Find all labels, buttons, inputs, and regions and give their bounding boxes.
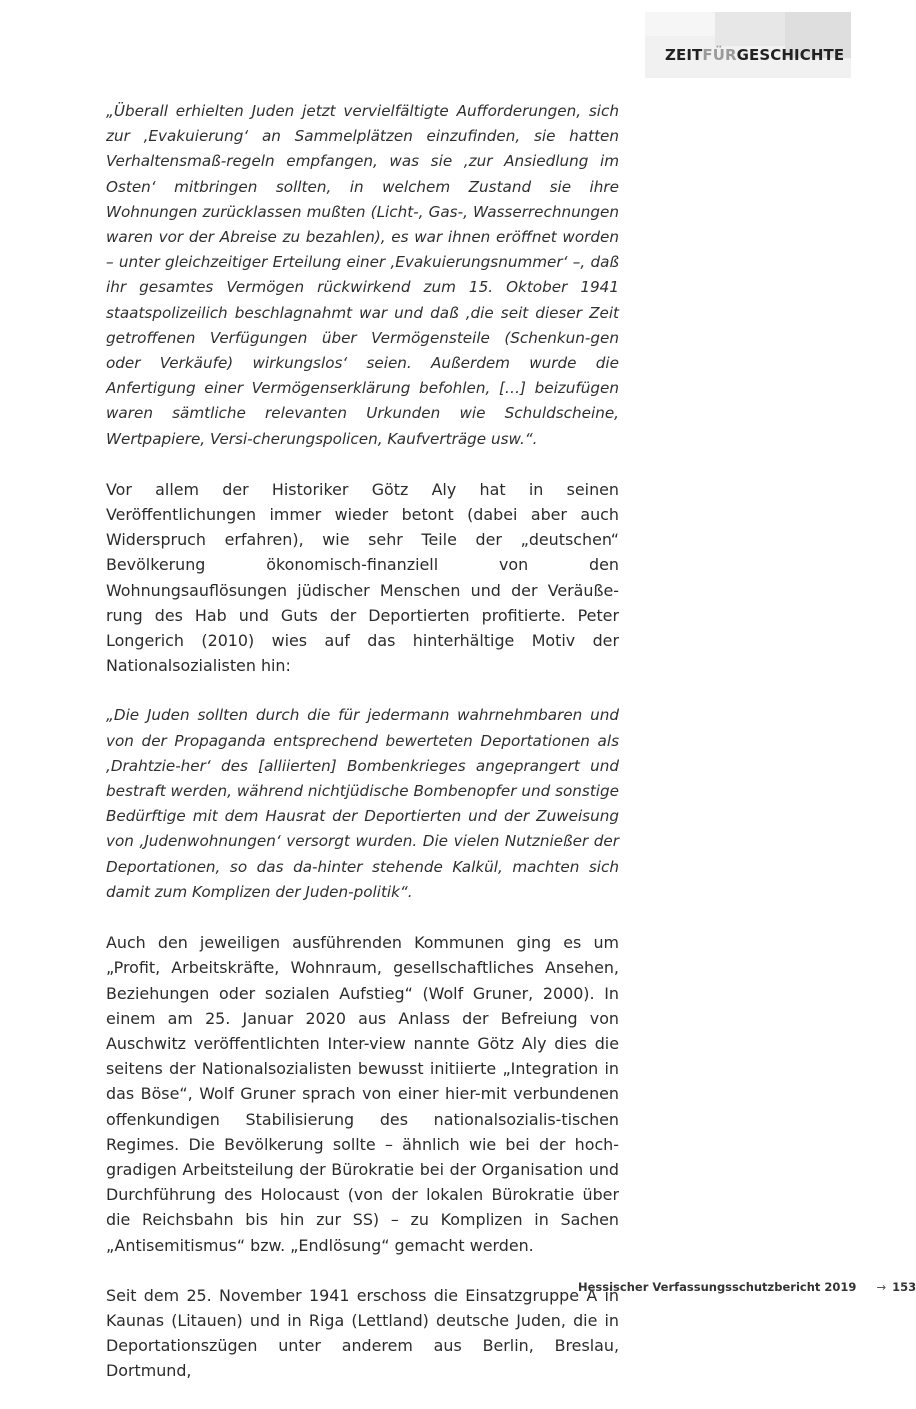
section-title-part2: FÜR xyxy=(702,46,737,64)
page-footer xyxy=(578,1280,916,1294)
block-quote-2: „Die Juden sollten durch die für jedermann wahrnehmbaren und von der Propaganda entsprechend bewerteten Deportationen als ‚Drahtzie-her‘ des [alliierten] Bombenkrieges angeprangert und bestraft werden, während nichtjüdische Bombenopfer und sonstige Bedürftige mit dem Hausrat der Deportierten und der Zuweisung von ‚Judenwohnungen‘ versorgt wurden. Die vielen Nutznießer der Deportationen, so das da-hinter stehende Kalkül, machten sich damit zum Komplizen der Juden-politik“. xyxy=(106,706,619,901)
section-title-part3: GESCHICHTE xyxy=(736,46,845,64)
paragraph-3: Seit dem 25. November 1941 erschoss die Einsatzgruppe A in Kaunas (Litauen) und in Riga (Lettland) deutsche Juden, die in Deportationszügen unter anderem aus Berlin, Breslau, Dortmund, xyxy=(106,1285,619,1381)
section-title-part1: ZEIT xyxy=(665,46,703,64)
arrow-right-icon: → xyxy=(876,1280,887,1294)
paragraph-1: Vor allem der Historiker Götz Aly hat in seinen Veröffentlichungen immer wieder betont (dabei aber auch Widerspruch erfahren), wie sehr Teile der „deutschen“ Bevölkerung ökonomisch-finanziell von den Wohnungsauflösungen jüdischer Menschen und der Veräuße-rung des Hab und Guts der Deportierten profitierte. Peter Longerich (2010) wies auf das hinterhältige Motiv der Nationalsozialisten hin: xyxy=(106,479,619,676)
article-body xyxy=(106,99,619,1409)
block-quote-1: „Überall erhielten Juden jetzt vervielfältigte Aufforderungen, sich zur ‚Evakuierung‘ an Sammelplätzen einzufinden, sie hatten Verhaltensmaß-regeln empfangen, was sie ‚zur Ansiedlung im Osten‘ mitbringen sollten, in welchem Zustand sie ihre Wohnungen zurücklassen mußten (Licht-, Gas-, Wasserrechnungen waren vor der Abreise zu bezahlen), es war ihnen eröffnet worden – unter gleichzeitiger Erteilung einer ‚Evakuierungsnummer‘ –, daß ihr gesamtes Vermögen rückwirkend zum 15. Oktober 1941 staatspolizeilich beschlagnahmt war und daß ‚die seit dieser Zeit getroffenen Verfügungen über Vermögensteile (Schenkun-gen oder Verkäufe) wirkungslos‘ seien. Außerdem wurde die Anfertigung einer Vermögenserklärung befohlen, […] beizufügen waren sämtliche relevanten Urkunden wie Schuldscheine, Wertpapiere, Versi-cherungspolicen, Kaufverträge usw.“. xyxy=(106,102,619,448)
publication-title: Hessischer Verfassungsschutzbericht 2019 xyxy=(578,1280,857,1294)
section-title xyxy=(665,46,844,64)
page-number: 153 xyxy=(892,1280,916,1294)
section-header-tab xyxy=(645,12,851,78)
paragraph-2: Auch den jeweiligen ausführenden Kommunen ging es um „Profit, Arbeitskräfte, Wohnraum, gesellschaftliches Ansehen, Beziehungen oder sozialen Aufstieg“ (Wolf Gruner, 2000). In einem am 25. Januar 2020 aus Anlass der Befreiung von Auschwitz veröffentlichten Inter-view nannte Götz Aly dies die seitens der Nationalsozialisten bewusst initiierte „Integration in das Böse“, Wolf Gruner sprach von einer hier-mit verbundenen offenkundigen Stabilisierung des nationalsozialis-tischen Regimes. Die Bevölkerung sollte – ähnlich wie bei der hoch-gradigen Arbeitsteilung der Bürokratie bei der Organisation und Durchführung des Holocaust (von der lokalen Bürokratie über die Reichsbahn bis hin zur SS) – zu Komplizen in Sachen „Antisemitismus“ bzw. „Endlösung“ gemacht werden. xyxy=(106,933,619,1255)
